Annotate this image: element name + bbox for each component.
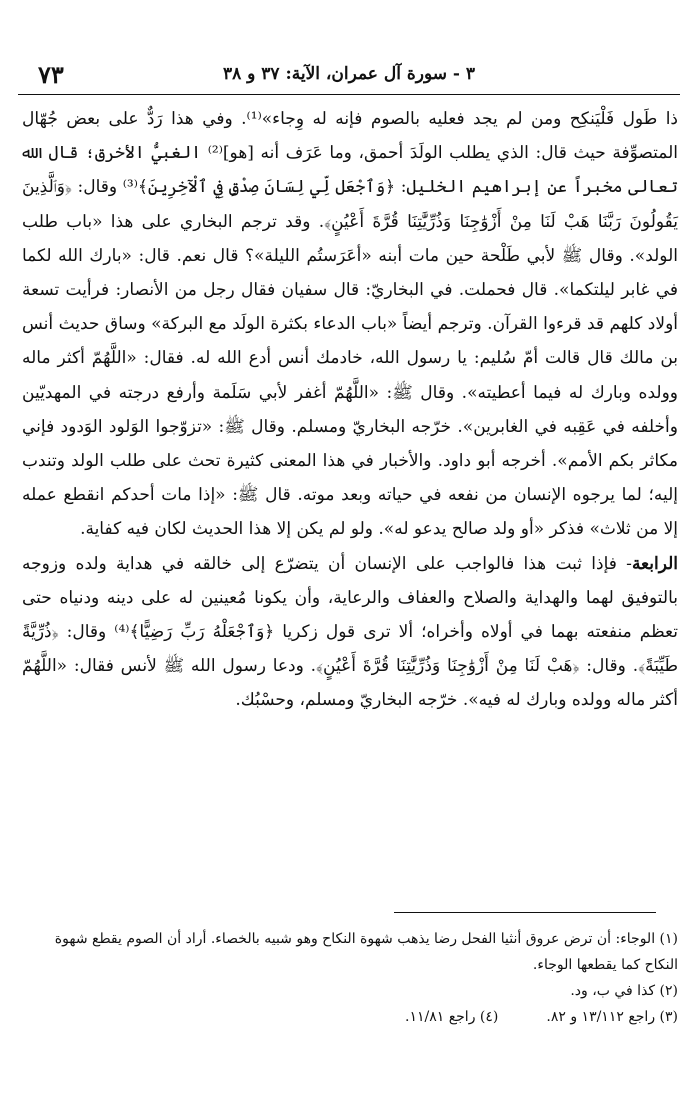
footnote: (٤) راجع ١١/٨١. xyxy=(405,1009,499,1025)
footnote: (٣) راجع ١٣/١١٢ و ٨٢. xyxy=(546,1009,678,1025)
footnote: (١) الوجاء: أن ترض عروق أنثيا الفحل رضا يذهب شهوة النكاح وهو شبيه بالخصاء. أراد أن الصوم يقطع شهوة النكاح كما يقطعها الوجاء. xyxy=(54,931,678,973)
footnote-row xyxy=(22,1004,678,1030)
running-title: ٣ - سورة آل عمران، الآية: ٣٧ و ٣٨ xyxy=(222,64,476,84)
footnote: (٢) كذا في ب، ود. xyxy=(570,983,678,999)
footnotes xyxy=(22,926,678,1030)
page-header xyxy=(18,56,680,95)
footnote-divider xyxy=(394,912,656,913)
paragraph: ذا طَول فَلْيَنكِح ومن لم يجد فعليه بالصوم فإنه له وِجاء»⁽¹⁾. وفي هذا رَدٌّ على بعض جُهّال المتصوِّفة حيث قال: الذي يطلب الولَدَ أحمق، وما عَرَف أنه [هو]⁽²⁾ الغبيُّ الأخرق؛ قال الله تعالى مخبراً عن إبراهيم الخليل: ﴿وَٱجْعَل لِّي لِسَانَ صِدْقٍ فِي ٱلْآخِرِينَ﴾⁽³⁾ وقال: ﴿وَٱلَّذِينَ يَقُولُونَ رَبَّنَا هَبْ لَنَا مِنْ أَزْوَٰجِنَا وَذُرِّيَّٰتِنَا قُرَّةَ أَعْيُنٍ﴾. وقد ترجم البخاري على هذا «باب طلب الولد». وقال ﷺ لأبي طَلْحة حين مات أبنه «أعَرَستُم الليلة»؟ قال نعم. قال: «بارك الله لكما في غابر ليلتكما». قال فحملت. في البخاريّ: قال سفيان فقال رجل من الأنصار: فرأيت تسعة أولاد كلهم قد قرءوا القرآن. وترجم أيضاً «باب الدعاء بكثرة الولَد مع البركة» وساق حديث أنس بن مالك قال قالت أمّ سُليم: يا رسول الله، خادمك أنس أدع الله له. فقال: «اللَّهُمّ أكثر ماله وولده وبارك له فيما أعطيته». وقال ﷺ: «اللَّهُمّ أغفر لأبي سَلَمة وأرفع درجته في المهديّين وأخلفه في عَقِبه في الغابرين». خرّجه البخاريّ ومسلم. وقال ﷺ: «تزوّجوا الوَلود الوَدود فإني مكاثر بكم الأمم». أخرجه أبو داود. والأخبار في هذا المعنى كثيرة تحث على طلب الولد وتندب إليه؛ لما يرجوه الإنسان من نفعه في حياته وبعد موته. قال ﷺ: «إذا مات أحدكم انقطع عمله إلا من ثلاث» فذكر «أو ولد صالح يدعو له». ولو لم يكن إلا هذا الحديث لكان فيه كفاية. xyxy=(22,109,678,540)
paragraph-text: - فإذا ثبت هذا فالواجب على الإنسان أن يتضرّع إلى خالقه في هداية ولده وزوجه بالتوفيق لهما والهداية والصلاح والعفاف والرعاية، وأن يكونا مُعينين له على دينه ودنياه حتى تعظم منفعته بهما في أولاه وأخراه؛ ألا ترى قول زكريا ﴿وَٱجْعَلْهُ رَبِّ رَضِيًّا﴾⁽⁴⁾ وقال: ﴿ذُرِّيَّةً طَيِّبَةً﴾. وقال: ﴿هَبْ لَنَا مِنْ أَزْوَٰجِنَا وَذُرِّيَّٰتِنَا قُرَّةَ أَعْيُنٍ﴾. ودعا رسول الله ﷺ لأنس فقال: «اللَّهُمّ أكثر ماله وولده وبارك له فيه». خرّجه البخاريّ ومسلم، وحسْبُك. xyxy=(22,553,678,711)
section-lead: الرابعة xyxy=(631,553,678,574)
main-text xyxy=(22,102,678,718)
page-number: ٧٣ xyxy=(38,60,64,89)
paragraph xyxy=(22,547,678,718)
